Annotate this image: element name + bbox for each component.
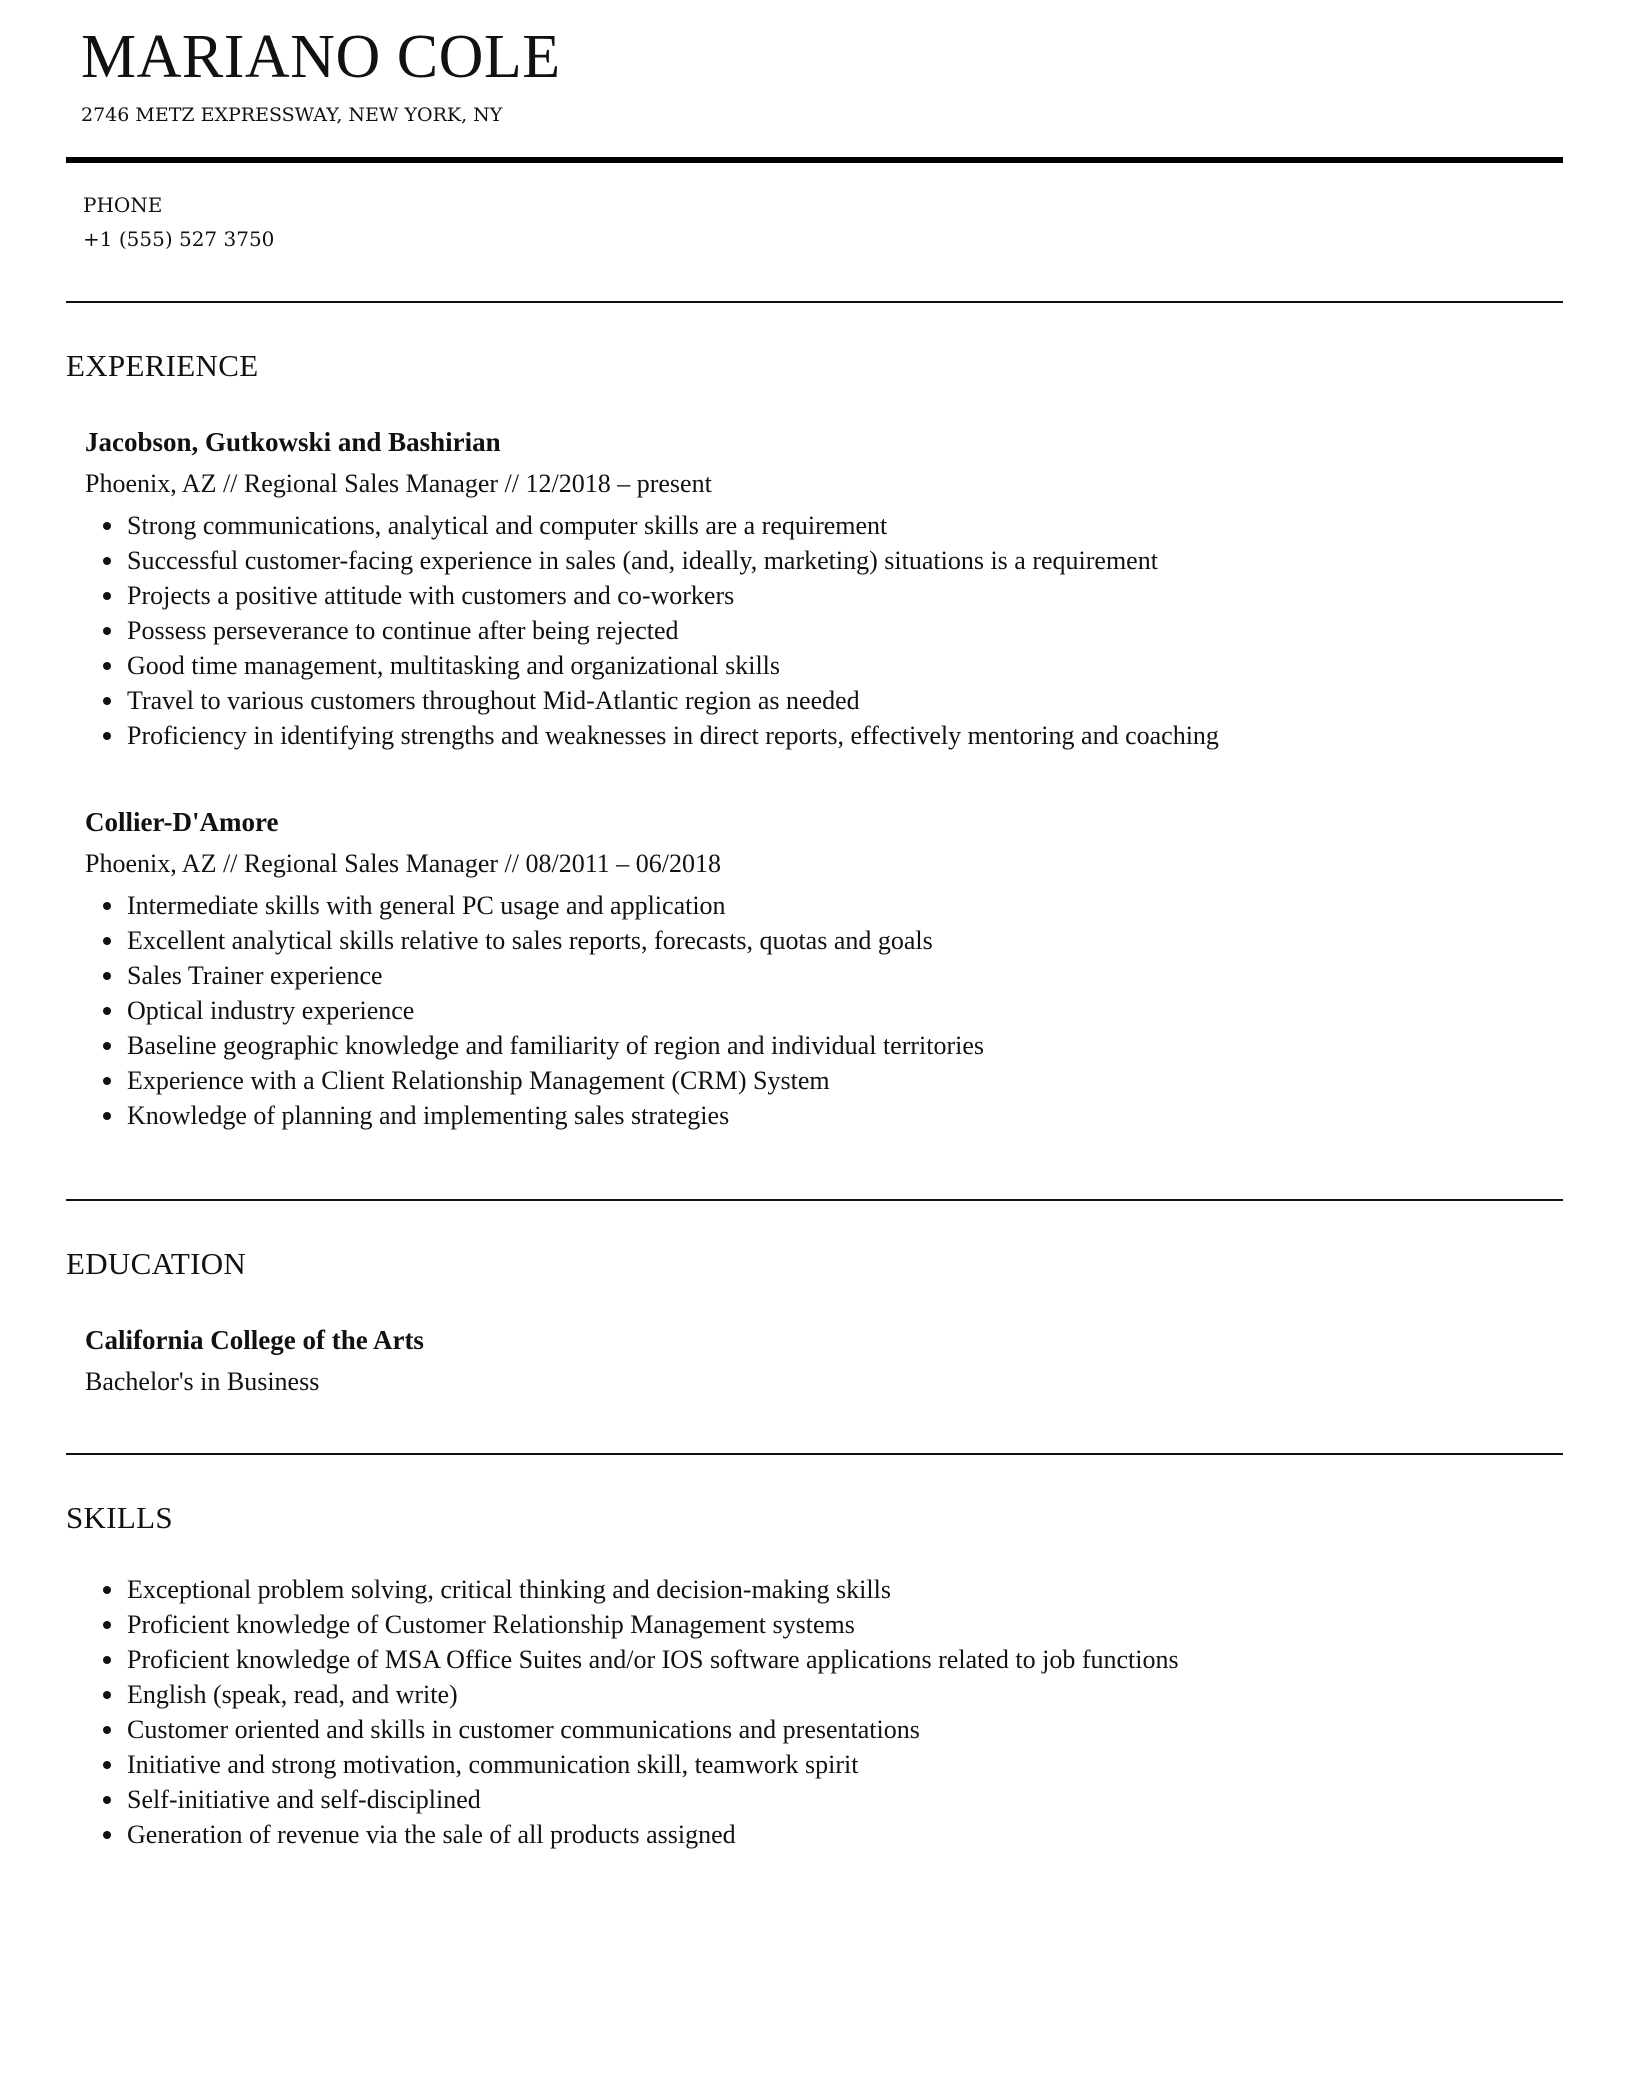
list-item: Self-initiative and self-disciplined bbox=[85, 1782, 1555, 1817]
job-entry bbox=[85, 804, 1555, 1133]
list-item: Optical industry experience bbox=[85, 993, 1555, 1028]
job-meta: Phoenix, AZ // Regional Sales Manager // 12/2018 – present bbox=[85, 469, 712, 498]
job-meta: Phoenix, AZ // Regional Sales Manager // 08/2011 – 06/2018 bbox=[85, 849, 721, 878]
list-item: Good time management, multitasking and organizational skills bbox=[85, 648, 1555, 683]
list-item: Generation of revenue via the sale of all products assigned bbox=[85, 1817, 1555, 1852]
list-item: Travel to various customers throughout Mid-Atlantic region as needed bbox=[85, 683, 1555, 718]
list-item: Projects a positive attitude with customers and co-workers bbox=[85, 578, 1555, 613]
job-company: Collier-D'Amore bbox=[85, 807, 279, 837]
list-item: Sales Trainer experience bbox=[85, 958, 1555, 993]
job-company: Jacobson, Gutkowski and Bashirian bbox=[85, 427, 501, 457]
header-divider bbox=[66, 157, 1563, 163]
list-item: Experience with a Client Relationship Management (CRM) System bbox=[85, 1063, 1555, 1098]
skills-heading: SKILLS bbox=[66, 1500, 173, 1535]
list-item: Strong communications, analytical and computer skills are a requirement bbox=[85, 508, 1555, 543]
list-item: Possess perseverance to continue after being rejected bbox=[85, 613, 1555, 648]
skills-entry bbox=[85, 1572, 1555, 1852]
experience-divider bbox=[66, 1199, 1563, 1201]
skills-list bbox=[85, 1572, 1555, 1852]
job-responsibilities bbox=[85, 508, 1555, 753]
list-item: Customer oriented and skills in customer communications and presentations bbox=[85, 1712, 1555, 1747]
list-item: English (speak, read, and write) bbox=[85, 1677, 1555, 1712]
education-heading: EDUCATION bbox=[66, 1246, 247, 1281]
education-entry bbox=[85, 1322, 1555, 1400]
list-item: Proficient knowledge of Customer Relationship Management systems bbox=[85, 1607, 1555, 1642]
list-item: Successful customer-facing experience in sales (and, ideally, marketing) situations is a requirement bbox=[85, 543, 1555, 578]
list-item: Proficiency in identifying strengths and weaknesses in direct reports, effectively mentoring and coaching bbox=[85, 718, 1555, 753]
list-item: Intermediate skills with general PC usage and application bbox=[85, 888, 1555, 923]
list-item: Baseline geographic knowledge and familiarity of region and individual territories bbox=[85, 1028, 1555, 1063]
candidate-address: 2746 METZ EXPRESSWAY, NEW YORK, NY bbox=[81, 104, 503, 126]
list-item: Excellent analytical skills relative to sales reports, forecasts, quotas and goals bbox=[85, 923, 1555, 958]
phone-label: PHONE bbox=[83, 193, 163, 217]
education-divider bbox=[66, 1453, 1563, 1455]
experience-heading: EXPERIENCE bbox=[66, 348, 259, 383]
list-item: Exceptional problem solving, critical thinking and decision-making skills bbox=[85, 1572, 1555, 1607]
list-item: Initiative and strong motivation, communication skill, teamwork spirit bbox=[85, 1747, 1555, 1782]
job-responsibilities bbox=[85, 888, 1555, 1133]
candidate-name: MARIANO COLE bbox=[81, 23, 561, 91]
list-item: Proficient knowledge of MSA Office Suites and/or IOS software applications related to job functions bbox=[85, 1642, 1555, 1677]
degree: Bachelor's in Business bbox=[85, 1367, 320, 1396]
job-entry bbox=[85, 424, 1555, 753]
school-name: California College of the Arts bbox=[85, 1325, 424, 1355]
contact-divider bbox=[66, 301, 1563, 303]
phone-number: +1 (555) 527 3750 bbox=[83, 227, 275, 251]
list-item: Knowledge of planning and implementing sales strategies bbox=[85, 1098, 1555, 1133]
